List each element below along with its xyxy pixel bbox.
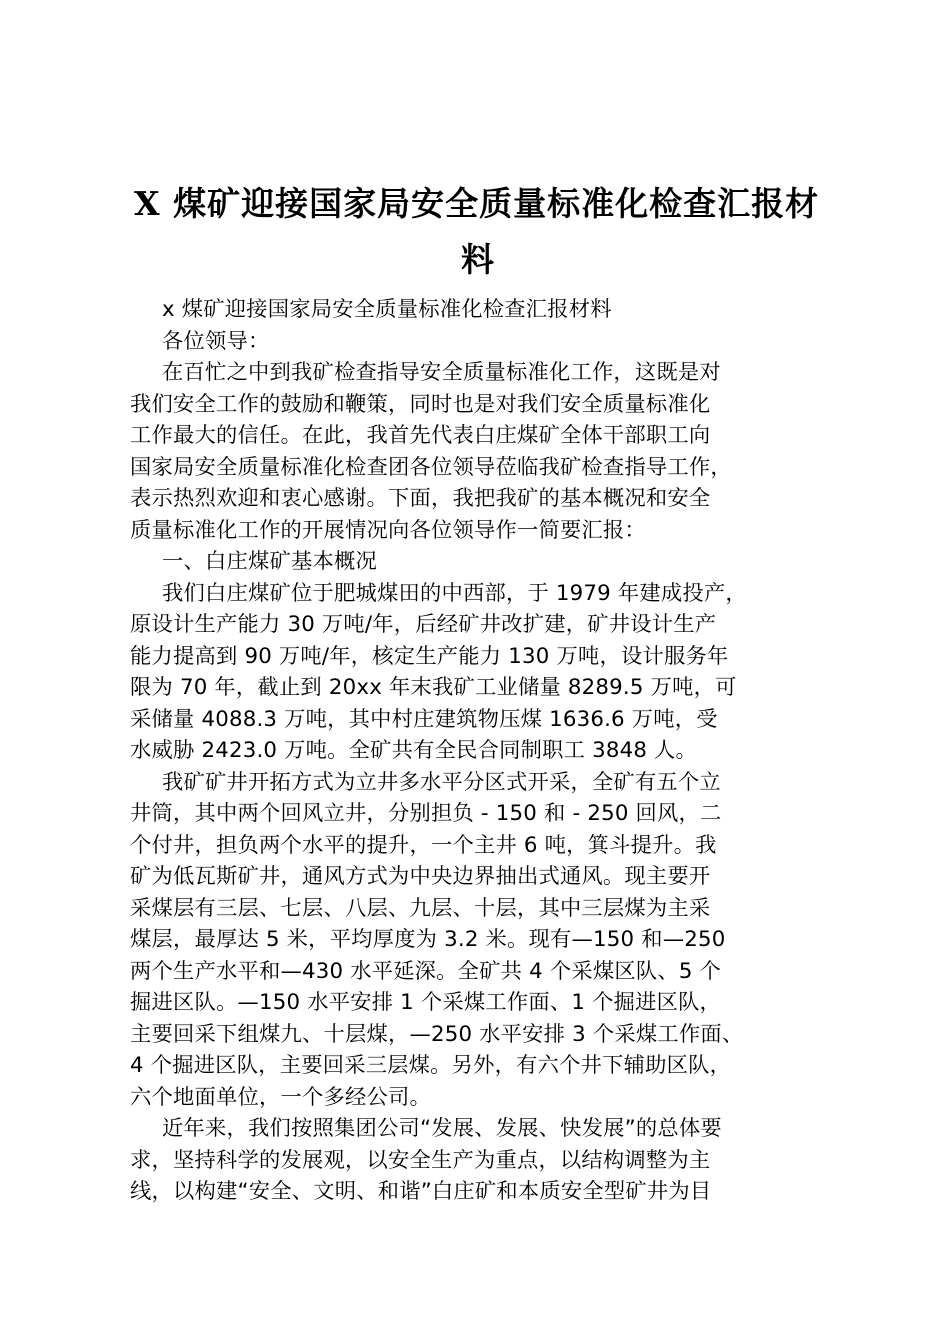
text-line: 采储量 4088.3 万吨，其中村庄建筑物压煤 1636.6 万吨，受 [130,706,718,732]
text-line: 两个生产水平和—430 水平延深。全矿共 4 个采煤区队、5 个 [130,958,722,984]
document-body [130,294,842,1208]
text-line: 质量标准化工作的开展情况向各位领导作一简要汇报： [130,517,646,543]
text-line: 近年来，我们按照集团公司“发展、发展、快发展”的总体要 [162,1116,722,1141]
text-line: 工作最大的信任。在此，我首先代表白庄煤矿全体干部职工向 [130,423,711,448]
text-line: 个付井，担负两个水平的提升，一个主井 6 吨，箕斗提升。我 [130,832,717,858]
text-line: 我矿矿井开拓方式为立井多水平分区式开采，全矿有五个立 [162,769,721,795]
text-line: 各位领导： [162,328,270,354]
text-line: 表示热烈欢迎和衷心感谢。下面，我把我矿的基本概况和安全 [130,486,711,511]
text-line: 线，以构建“安全、文明、和谐”白庄矿和本质安全型矿井为目 [130,1179,712,1204]
text-line: 在百忙之中到我矿检查指导安全质量标准化工作，这既是对 [162,360,721,385]
title-line-1: X 煤矿迎接国家局安全质量标准化检查汇报材 [134,184,820,223]
document-title [118,176,838,288]
text-line: x 煤矿迎接国家局安全质量标准化检查汇报材料 [162,297,612,322]
text-line: 主要回采下组煤九、十层煤，—250 水平安排 3 个采煤工作面、 [130,1021,744,1047]
text-line: 国家局安全质量标准化检查团各位领导莅临我矿检查指导工作， [130,454,732,480]
text-line: 掘进区队。—150 水平安排 1 个采煤工作面、1 个掘进区队， [130,990,722,1015]
text-line: 能力提高到 90 万吨/年，核定生产能力 130 万吨，设计服务年 [130,643,729,669]
text-line: 煤层，最厚达 5 米，平均厚度为 3.2 米。现有—150 和—250 [130,927,726,952]
text-line: 我们白庄煤矿位于肥城煤田的中西部，于 1979 年建成投产， [162,580,747,606]
text-line: 矿为低瓦斯矿井，通风方式为中央边界抽出式通风。现主要开 [130,864,711,889]
text-line: 4 个掘进区队，主要回采三层煤。另外，有六个井下辅助区队， [130,1053,732,1078]
text-line: 限为 70 年，截止到 20xx 年末我矿工业储量 8289.5 万吨，可 [130,675,737,700]
text-line: 水威胁 2423.0 万吨。全矿共有全民合同制职工 3848 人。 [130,738,698,763]
text-line: 六个地面单位，一个多经公司。 [130,1084,431,1110]
text-line: 求，坚持科学的发展观，以安全生产为重点，以结构调整为主 [130,1147,711,1173]
text-line: 采煤层有三层、七层、八层、九层、十层，其中三层煤为主采 [130,895,711,921]
text-line: 原设计生产能力 30 万吨/年，后经矿井改扩建，矿井设计生产 [130,612,717,637]
text-line: 一、白庄煤矿基本概况 [162,549,377,574]
text-line: 井筒，其中两个回风立井，分别担负 - 150 和 - 250 回风，二 [130,801,722,826]
title-line-2: 料 [461,240,495,279]
text-line: 我们安全工作的鼓励和鞭策，同时也是对我们安全质量标准化 [130,391,711,417]
